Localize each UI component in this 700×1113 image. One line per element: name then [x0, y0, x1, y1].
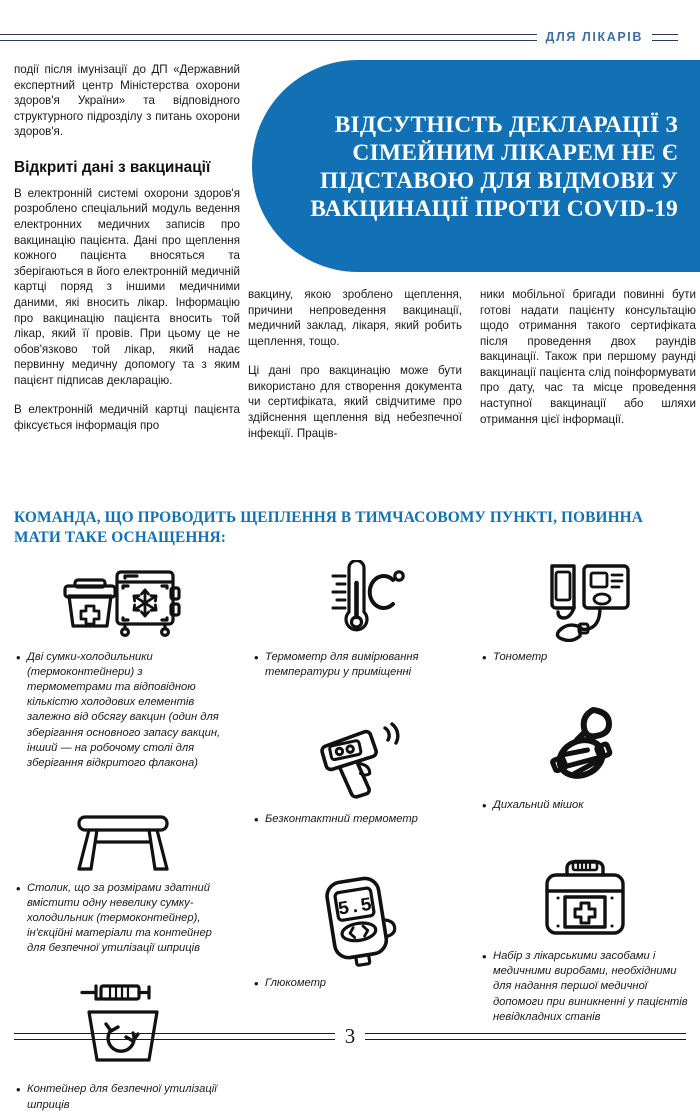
bullet-marker: •	[482, 650, 487, 665]
spacer	[482, 817, 688, 845]
spacer	[254, 684, 460, 718]
section-subheading: Відкриті дані з вакцинації	[14, 158, 211, 176]
caption-text: Дихальний мішок	[493, 798, 584, 811]
equipment-item	[254, 718, 460, 828]
equipment-column-1	[0, 556, 246, 1111]
caption-text: Столик, що за розмірами здатний вмістити одну невелику сумку-холодильник (термоконтейнер), ін'єкційні матеріали та контейнер для безпечної утилізації шприців	[27, 881, 212, 955]
equipment-caption	[482, 650, 688, 666]
bullet-marker: •	[482, 949, 487, 965]
paragraph: Ці дані про вакцинацію може бути використано для створення документа чи сертифіката, який свідчитиме про здійснення щеплення від небезпечної інфекції. Праців-	[248, 364, 462, 440]
footer-rule-right	[365, 1033, 686, 1040]
equipment-caption	[482, 949, 688, 1025]
page-footer	[0, 1024, 700, 1048]
cooler-bags-icon	[16, 556, 230, 642]
infrared-thermometer-icon	[254, 718, 460, 804]
paragraph: В електронній медичній картці пацієнта фіксується інформація про	[14, 403, 240, 432]
text-column-right	[480, 287, 696, 427]
caption-text: Глюкометр	[265, 976, 327, 989]
equipment-caption	[16, 1082, 230, 1112]
spacer	[254, 832, 460, 872]
equipment-item	[254, 556, 460, 680]
equipment-caption	[254, 976, 460, 992]
equipment-caption	[482, 798, 688, 814]
equipment-caption	[16, 881, 230, 957]
paragraph: В електронній системі охорони здоров'я розроблено спеціальний модуль ведення електронних медичних записів про вакцинацію пацієнта. Дані про щеплення кожного пацієнта вносяться та зберігаються в його електронній медичній картці поряд з іншими медичними даними, які вносить лікар. Інформацію про вакцинацію пацієнта вносить той лікар, який її провів. При цьому це не обов'язково той лікар, який надає первинну медичну допомогу та з яким пацієнт підписав декларацію.	[14, 186, 240, 387]
spacer	[16, 775, 230, 787]
callout-headline: ВІДСУТНІСТЬ ДЕКЛАРАЦІЇ З СІМЕЙНИМ ЛІКАРЕМ НЕ Є ПІДСТАВОЮ ДЛЯ ВІДМОВИ У ВАКЦИНАЦІЇ ПРОТИ COVID-19	[310, 112, 678, 222]
equipment-item	[482, 556, 688, 666]
page-header	[0, 26, 700, 48]
equipment-caption	[16, 650, 230, 771]
first-aid-kit-icon	[482, 845, 688, 941]
header-rule-right	[652, 34, 678, 41]
equipment-section-heading: КОМАНДА, ЩО ПРОВОДИТЬ ЩЕПЛЕННЯ В ТИМЧАСОВОМУ ПУНКТІ, ПОВИННА МАТИ ТАКЕ ОСНАЩЕННЯ:	[14, 509, 643, 547]
text-column-left	[14, 62, 240, 434]
bullet-marker: •	[16, 1082, 21, 1098]
paragraph: вакцину, якою зроблено щеплення, причини непроведення вакцинації, медичний заклад, лікаря, який робить щеплення, тощо.	[248, 288, 462, 348]
equipment-caption	[254, 812, 460, 828]
text-column-middle	[248, 287, 462, 441]
footer-rule-left	[14, 1033, 335, 1040]
header-rule-left	[0, 34, 537, 41]
equipment-item	[482, 704, 688, 814]
equipment-column-2	[246, 556, 474, 1016]
equipment-caption	[254, 650, 460, 680]
bullet-marker: •	[254, 812, 259, 828]
paragraph: події після імунізації до ДП «Державний експертний центр Міністерства охорони здоров'я України» та відповідного структурного підрозділу з питань охорони здоров'я.	[14, 63, 240, 139]
breathing-bag-icon	[482, 704, 688, 790]
equipment-grid	[0, 556, 700, 1111]
equipment-item	[16, 787, 230, 957]
bullet-marker: •	[16, 650, 21, 665]
spacer	[482, 670, 688, 704]
caption-text: Термометр для вимірювання температури у приміщенні	[265, 651, 419, 679]
equipment-column-3	[474, 556, 700, 1023]
room-thermometer-icon	[254, 556, 460, 642]
bullet-marker: •	[16, 880, 21, 896]
blood-pressure-monitor-icon	[482, 556, 688, 642]
caption-text: Набір з лікарськими засобами і медичними виробами, необхідними для надання першої медичної допомоги при виникненні у пацієнтів невідкладних станів	[493, 950, 688, 1023]
equipment-item	[16, 556, 230, 771]
caption-text: Безконтактний термометр	[265, 813, 418, 826]
side-table-icon	[16, 787, 230, 873]
paragraph: ники мобільної бригади повинні бути готові надати пацієнту консультацію щодо отримання такого сертифіката після проведення двох раундів вакцинації. Також при першому раунді вакцинації пацієнта слід поінформувати про дату, час та місце проведення наступної вакцинації або шляхи отримання цієї інформації.	[480, 288, 696, 426]
bullet-marker: •	[254, 975, 259, 991]
caption-text: Контейнер для безпечної утилізації шприців	[27, 1083, 217, 1111]
blue-callout-banner	[252, 60, 700, 272]
bullet-marker: •	[482, 797, 487, 813]
caption-text: Тонометр	[493, 651, 548, 663]
bullet-marker: •	[254, 650, 259, 665]
spacer	[16, 960, 230, 978]
equipment-item	[482, 845, 688, 1025]
glucometer-icon	[254, 872, 460, 968]
glucometer-reading: 5.5	[336, 893, 374, 921]
equipment-item	[254, 872, 460, 992]
page-header-title: ДЛЯ ЛІКАРІВ	[545, 30, 643, 44]
caption-text: Дві сумки-холодильники (термоконтейнери) з термометрами та відповідною кількістю холодових елементів залежно від обсягу вакцин (один для зберігання основного запасу вакцин, інший — на робочому столі для зберігання відкритого флакона)	[27, 651, 221, 769]
page-number: 3	[344, 1023, 356, 1048]
